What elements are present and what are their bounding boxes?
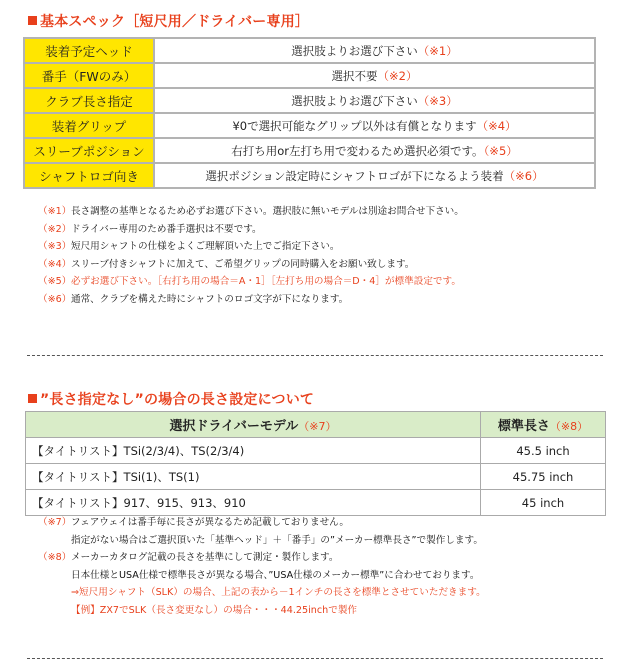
header-model-label: 選択ドライバーモデル [169,419,299,434]
length-cell: 45.5 inch [481,438,606,464]
note-5 [38,273,464,291]
spec-table [23,37,596,189]
spec-value-text: ¥0で選択可能なグリップ以外は有償となります [232,118,477,133]
note-8-line3: ⇒短尺用シャフト（SLK）の場合、上記の表から－1インチの長さを標準とさせていただきます。 [71,587,486,599]
length-table-header [26,412,606,438]
header-length-label: 標準長さ [497,419,550,434]
spec-section-title [28,11,309,31]
spec-note-ref: （※6） [503,168,544,183]
note-3 [38,238,464,256]
spec-value-text: 選択肢よりお選び下さい [291,43,418,58]
spec-notes [38,203,464,309]
length-row [26,490,606,516]
length-notes [38,514,486,620]
note-number: （※5） [38,276,72,288]
spec-value [154,38,595,63]
spec-value [154,113,595,138]
spec-label: スリーブポジション [24,138,154,163]
note-text: 長さ調整の基準となるため必ずお選び下さい。選択肢に無いモデルは別途お問合せ下さい。 [71,206,464,217]
note-text: 通常、クラブを構えた時にシャフトのロゴ文字が下になります。 [71,293,349,305]
spec-value [154,138,595,163]
spec-label: 装着グリップ [24,113,154,138]
spec-row [24,88,595,113]
note-2 [38,221,464,239]
note-number: （※4） [38,258,72,270]
note-8 [38,549,486,567]
spec-label: クラブ長さ指定 [24,88,154,113]
dashed-divider [27,658,603,659]
header-length [481,412,606,438]
spec-value-text: 選択肢よりお選び下さい [291,93,418,108]
model-cell: 【タイトリスト】917、915、913、910 [26,490,481,516]
spec-row [24,163,595,188]
model-cell: 【タイトリスト】TSi(2/3/4)、TS(2/3/4) [26,438,481,464]
note-8-line2: 日本仕様とUSA仕様で標準長さが異なる場合、”USA仕様のメーカー標準”に合わせております。 [71,569,480,581]
note-number: （※7） [38,517,72,528]
spec-note-ref: （※4） [476,118,517,133]
spec-note-ref: （※2） [377,68,418,83]
note-number: （※1） [38,206,72,217]
note-text: メーカーカタログ記載の長さを基準にして測定・製作します。 [71,552,339,564]
model-cell: 【タイトリスト】TSi(1)、TS(1) [26,464,481,490]
note-text: ドライバー専用のため番手選択は不要です。 [71,223,262,235]
length-table [25,411,606,516]
spec-value [154,63,595,88]
spec-row [24,38,595,63]
header-model [26,412,481,438]
spec-label: 番手（FWのみ） [24,63,154,88]
note-number: （※6） [38,293,72,305]
length-section-title [28,389,314,409]
note-text: 短尺用シャフトの仕様をよくご理解頂いた上でご指定下さい。 [71,241,340,253]
spec-row [24,138,595,163]
note-1 [38,203,464,221]
spec-value-text: 選択ポジション設定時にシャフトロゴが下になるよう装着 [205,168,504,183]
spec-note-ref: （※3） [417,93,458,108]
length-cell: 45.75 inch [481,464,606,490]
square-bullet-icon [28,16,37,25]
spec-value [154,163,595,188]
square-bullet-icon [28,394,37,403]
length-row [26,464,606,490]
spec-label: 装着予定ヘッド [24,38,154,63]
length-title-text: ”長さ指定なし”の場合の長さ設定について [40,392,315,408]
spec-row [24,113,595,138]
note-7 [38,514,486,532]
spec-value [154,88,595,113]
spec-label: シャフトロゴ向き [24,163,154,188]
note-number: （※8） [38,552,72,564]
spec-value-text: 選択不要 [331,68,378,83]
note-text: スリーブ付きシャフトに加えて、ご希望グリップの同時購入をお願い致します。 [71,258,415,270]
spec-note-ref: （※5） [483,143,518,158]
note-text: 必ずお選び下さい。［右打ち用の場合＝A・1］［左打ち用の場合＝D・4］が標準設定です。 [71,276,461,288]
header-length-ref: （※8） [549,420,589,433]
dashed-divider [27,355,603,356]
spec-note-ref: （※1） [417,43,458,58]
note-8-line4: 【例】ZX7でSLK（長さ変更なし）の場合・・・44.25inchで製作 [71,604,358,616]
note-6 [38,291,464,309]
note-text: フェアウェイは番手毎に長さが異なるため記載しておりません。 [71,517,349,528]
length-row [26,438,606,464]
spec-row [24,63,595,88]
length-cell: 45 inch [481,490,606,516]
note-7-line2: 指定がない場合はご選択頂いた「基準ヘッド」＋「番手」の”メーカー標準長さ”で製作します。 [71,534,483,546]
note-number: （※2） [38,223,72,235]
spec-value-text: 右打ち用or左打ち用で変わるため選択必須です。 [231,143,484,158]
header-model-ref: （※7） [298,420,337,433]
note-number: （※3） [38,241,72,253]
note-4 [38,256,464,274]
spec-title-text: 基本スペック［短尺用／ドライバー専用］ [40,14,310,30]
